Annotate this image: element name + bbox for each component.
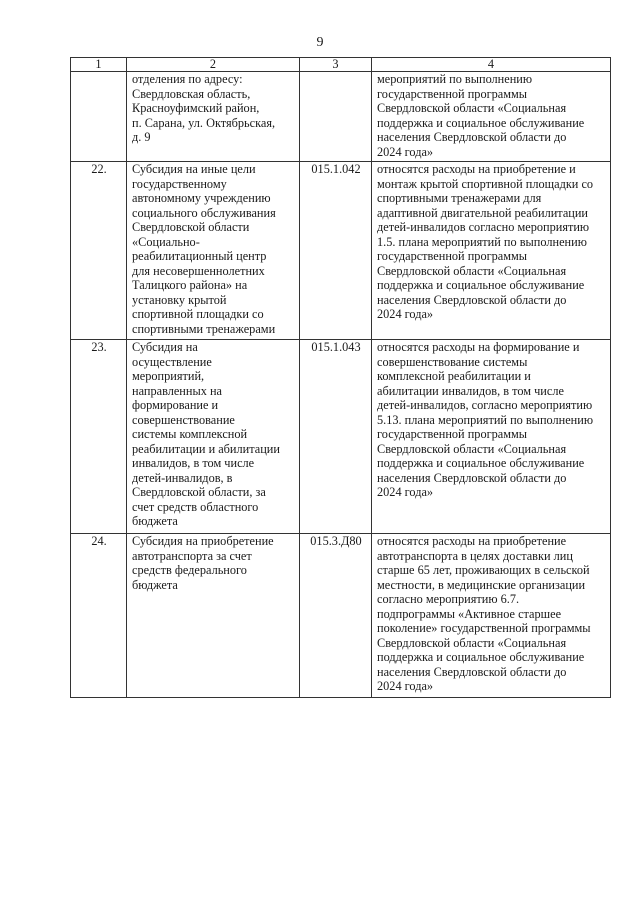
expense-description-line: Свердловской области «Социальная xyxy=(377,441,567,456)
expense-name-line: социального обслуживания xyxy=(132,205,276,220)
expense-name-line: бюджета xyxy=(132,577,178,592)
expense-name-line: установку крытой xyxy=(132,292,227,307)
expense-name-line: детей-инвалидов, в xyxy=(132,470,233,485)
expense-description-cell xyxy=(372,72,611,162)
expense-description-line: 2024 года» xyxy=(377,485,434,499)
expense-name-line: бюджета xyxy=(132,514,178,528)
expense-name-line: автономному учреждению xyxy=(132,191,271,205)
expense-description-line: государственной программы xyxy=(377,427,528,441)
column-header-4: 4 xyxy=(372,58,611,72)
row-number: 24. xyxy=(71,534,127,698)
expense-name-line: счет средств областного xyxy=(132,499,259,514)
expense-name-line: системы комплексной xyxy=(132,427,248,441)
expense-description-line: старше 65 лет, проживающих в сельской xyxy=(377,563,590,577)
expense-description-line: детей-инвалидов, согласно мероприятию xyxy=(377,398,593,412)
table-row xyxy=(71,162,611,340)
expense-description-cell xyxy=(372,340,611,534)
expense-description-line: населения Свердловской области до xyxy=(377,130,567,144)
table-row xyxy=(71,340,611,534)
expense-name-line: Субсидия на приобретение xyxy=(132,534,274,548)
expense-description-line: 2024 года» xyxy=(377,679,434,693)
expense-description-line: государственной программы xyxy=(377,249,528,263)
expense-description-line: комплексной реабилитации и xyxy=(377,369,531,383)
row-number: 23. xyxy=(71,340,127,534)
expense-name-line: реабилитации и абилитации xyxy=(132,441,280,456)
expense-description-line: относятся расходы на приобретение xyxy=(377,534,567,548)
expense-name-cell xyxy=(127,534,300,698)
row-number: 22. xyxy=(71,162,127,340)
expense-description-line: спортивными тренажерами для xyxy=(377,191,542,205)
table-row xyxy=(71,534,611,698)
expense-description-line: согласно мероприятию 6.7. xyxy=(377,592,520,606)
expense-name-line: совершенствование xyxy=(132,412,235,427)
expense-name-line: Субсидия на xyxy=(132,340,198,354)
expense-name-line: «Социально- xyxy=(132,234,200,249)
column-header-2: 2 xyxy=(127,58,300,72)
expense-description-line: населения Свердловской области до xyxy=(377,292,567,307)
expense-name-line: формирование и xyxy=(132,398,219,412)
expense-name-line: Свердловской области xyxy=(132,220,250,234)
expense-description-line: относятся расходы на формирование и xyxy=(377,340,580,354)
expense-description-line: государственной программы xyxy=(377,86,528,101)
expense-description-line: поддержка и социальное обслуживание xyxy=(377,650,585,664)
expense-name-line: Свердловская область, xyxy=(132,86,251,101)
expense-name-line: д. 9 xyxy=(132,130,151,144)
expense-description-line: поддержка и социальное обслуживание xyxy=(377,456,585,470)
table-header-row xyxy=(71,58,611,72)
expense-description-line: относятся расходы на приобретение и xyxy=(377,162,576,176)
expense-name-line: для несовершеннолетних xyxy=(132,263,265,278)
column-header-1: 1 xyxy=(71,58,127,72)
expense-description-line: поддержка и социальное обслуживание xyxy=(377,278,585,292)
expense-description-cell xyxy=(372,534,611,698)
expense-name-cell xyxy=(127,340,300,534)
expense-description-line: 5.13. плана мероприятий по выполнению xyxy=(377,412,594,427)
expense-name-line: п. Сарана, ул. Октябрьская, xyxy=(132,115,276,130)
expense-name-line: Талицкого района» на xyxy=(132,278,248,292)
expense-name-line: государственному xyxy=(132,176,227,191)
expense-code: 015.1.042 xyxy=(300,162,372,340)
expense-name-line: спортивными тренажерами xyxy=(132,321,276,336)
expense-code: 015.1.043 xyxy=(300,340,372,534)
expense-description-line: населения Свердловской области до xyxy=(377,470,567,485)
budget-classification-table xyxy=(70,57,611,698)
table-body xyxy=(71,72,611,698)
expense-code: 015.3.Д80 xyxy=(300,534,372,698)
expense-name-line: мероприятий, xyxy=(132,369,205,383)
expense-description-line: 2024 года» xyxy=(377,144,434,159)
page-number: 9 xyxy=(316,35,324,50)
expense-name-line: отделения по адресу: xyxy=(132,72,243,86)
column-header-3: 3 xyxy=(300,58,372,72)
expense-description-line: автотранспорта в целях доставки лиц xyxy=(377,548,573,563)
expense-name-line: осуществление xyxy=(132,354,212,369)
expense-description-cell xyxy=(372,162,611,340)
expense-description-line: Свердловской области «Социальная xyxy=(377,635,567,650)
expense-name-line: автотранспорта за счет xyxy=(132,548,252,563)
expense-description-line: Свердловской области «Социальная xyxy=(377,101,567,115)
expense-description-line: подпрограммы «Активное старшее xyxy=(377,606,562,621)
expense-description-line: поколение» государственной программы xyxy=(377,621,591,635)
expense-code xyxy=(300,72,372,162)
expense-description-line: местности, в медицинские организации xyxy=(377,577,586,592)
row-number xyxy=(71,72,127,162)
expense-description-line: адаптивной двигательной реабилитации xyxy=(377,205,589,220)
expense-description-line: поддержка и социальное обслуживание xyxy=(377,115,585,130)
expense-name-line: инвалидов, в том числе xyxy=(132,456,255,470)
expense-description-line: 2024 года» xyxy=(377,307,434,321)
expense-description-line: Свердловской области «Социальная xyxy=(377,263,567,278)
expense-description-line: монтаж крытой спортивной площадки со xyxy=(377,176,594,191)
expense-name-line: реабилитационный центр xyxy=(132,249,267,263)
expense-name-line: спортивной площадки со xyxy=(132,307,264,321)
expense-name-cell xyxy=(127,72,300,162)
expense-name-line: Красноуфимский район, xyxy=(132,101,260,115)
expense-description-line: населения Свердловской области до xyxy=(377,664,567,679)
expense-description-line: совершенствование системы xyxy=(377,354,528,369)
expense-description-line: абилитации инвалидов, в том числе xyxy=(377,383,564,398)
expense-description-line: 1.5. плана мероприятий по выполнению xyxy=(377,234,587,249)
expense-description-line: мероприятий по выполнению xyxy=(377,72,533,86)
table-row xyxy=(71,72,611,162)
expense-description-line: детей-инвалидов согласно мероприятию xyxy=(377,220,590,234)
expense-name-line: средств федерального xyxy=(132,563,247,577)
expense-name-cell xyxy=(127,162,300,340)
expense-name-line: направленных на xyxy=(132,383,222,398)
expense-name-line: Свердловской области, за xyxy=(132,485,266,499)
expense-name-line: Субсидия на иные цели xyxy=(132,162,256,176)
